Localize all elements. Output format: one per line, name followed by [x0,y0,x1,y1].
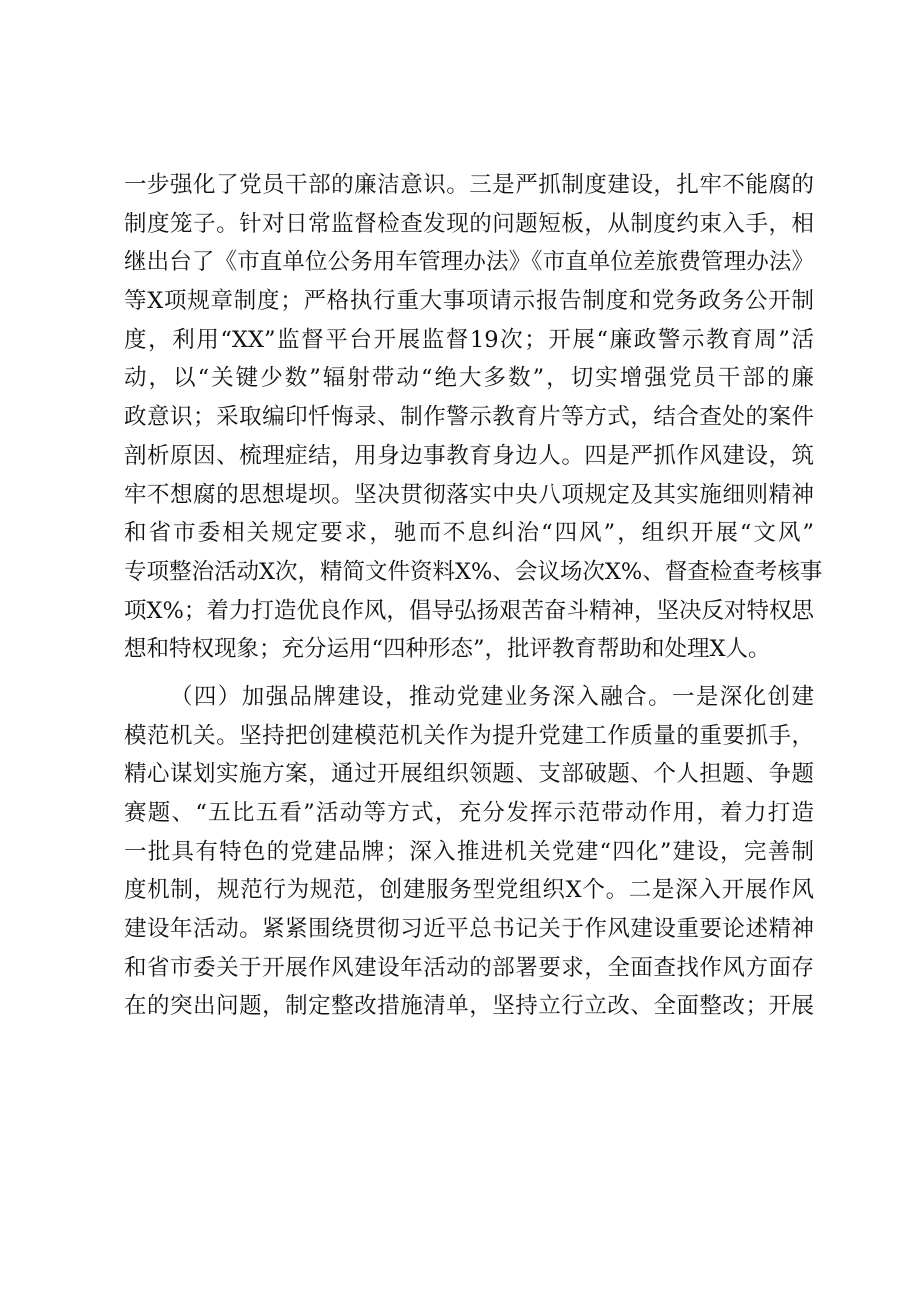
paragraph-line: 剖析原因、梳理症结，用身边事教育身边人。四是严抓作风建设，筑 [124,442,814,469]
paragraph-heading-line: （四）加强品牌建设，推动党建业务深入融合。一是深化创建 [170,683,814,710]
paragraph-line: 精心谋划实施方案，通过开展组织领题、支部破题、个人担题、争题 [124,761,814,788]
paragraph-line: 和省市委关于开展作风建设年活动的部署要求，全面查找作风方面存 [124,954,814,981]
paragraph-line: 度机制，规范行为规范，创建服务型党组织X个。二是深入开展作风 [124,877,814,904]
paragraph-line: 赛题、“五比五看”活动等方式，充分发挥示范带动作用，着力打造 [124,800,814,826]
paragraph-1 [124,166,823,669]
paragraph-line: 动，以“关键少数”辐射带动“绝大多数”，切实增强党员干部的廉 [124,365,814,392]
paragraph-line: 和省市委相关规定要求，驰而不息纠治“四风”，组织开展“文风” [124,520,814,547]
paragraph-line: 想和特权现象；充分运用“四种形态”，批评教育帮助和处理X人。 [124,636,771,663]
paragraph-line: 牢不想腐的思想堤坝。坚决贯彻落实中央八项规定及其实施细则精神 [124,481,814,508]
paragraph-line: 建设年活动。紧紧围绕贯彻习近平总书记关于作风建设重要论述精神 [124,916,814,943]
paragraph-line: 继出台了《市直单位公务用车管理办法》《市直单位差旅费管理办法》 [124,249,814,276]
paragraph-line: 在的突出问题，制定整改措施清单，坚持立行立改、全面整改；开展 [124,993,814,1020]
paragraph-line: 专项整治活动X次，精简文件资料X%、会议场次X%、督查检查考核事 [124,558,823,585]
paragraph-gap [124,669,814,678]
paragraph-2 [124,678,814,1026]
paragraph-line: 等X项规章制度；严格执行重大事项请示报告制度和党务政务公开制 [124,288,814,315]
paragraph-line: 一步强化了党员干部的廉洁意识。三是严抓制度建设，扎牢不能腐的 [124,172,814,198]
paragraph-line: 制度笼子。针对日常监督检查发现的问题短板，从制度约束入手，相 [124,210,814,237]
document-body [124,166,823,1026]
paragraph-line: 度，利用“XX”监督平台开展监督19次；开展“廉政警示教育周”活 [124,326,814,353]
paragraph-line: 项X%；着力打造优良作风，倡导弘扬艰苦奋斗精神，坚决反对特权思 [124,597,814,624]
paragraph-line: 一批具有特色的党建品牌；深入推进机关党建“四化”建设，完善制 [124,838,814,865]
paragraph-line: 模范机关。坚持把创建模范机关作为提升党建工作质量的重要抓手， [124,722,814,749]
paragraph-line: 政意识；采取编印忏悔录、制作警示教育片等方式，结合查处的案件 [124,404,814,431]
